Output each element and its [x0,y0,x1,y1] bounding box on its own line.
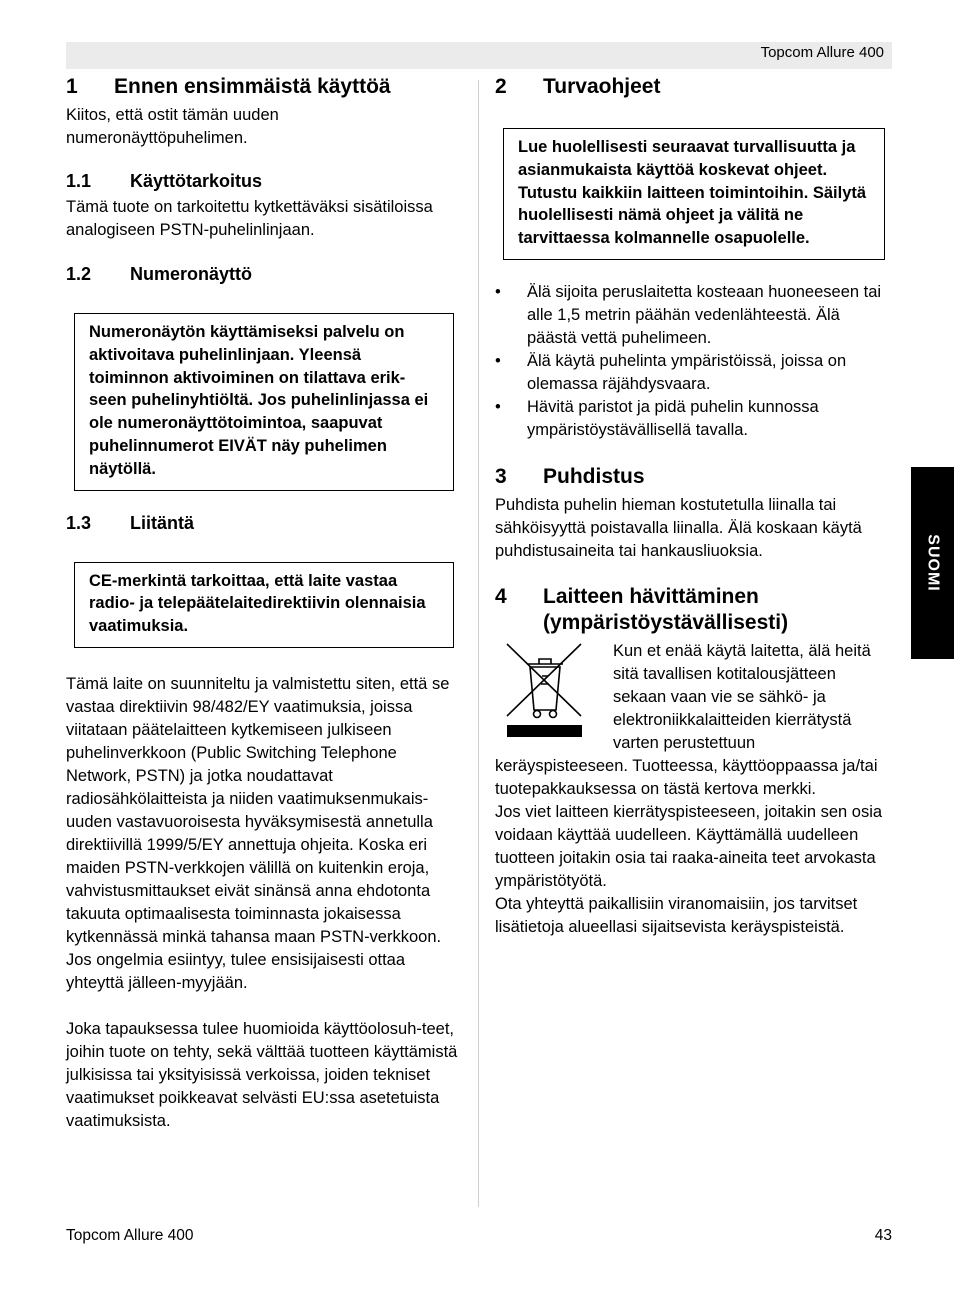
section-1-3-paragraph-1: Tämä laite on suunniteltu ja valmistettu siten, että se vastaa direktiivin 98/482/EY vaatimuksia, joissa viitataan päätelaitteen kytkemiseen julkiseen puhelinverkkoon (Public Switching Telephone Network, PSTN) ja jotka noudattavat radiosähkölaitteista ja niiden vaatimuksenmukais-uuden vastavuoroisesta hyväksymisestä annetulla direktiivillä 1999/5/EY annettuja ohjeita. Koska eri maiden PSTN-verkkojen välillä on kuitenkin eroja, vahvistusmittaukset eivät sinänsä anna ehdotonta takuuta optimaalisesta toiminnasta jokaisessa kytkennässä minkä tahansa maan PSTN-verkkoon. Jos ongelmia esiintyy, tulee ensisijaisesti ottaa yhteyttä jälleen-myyjään. [66,674,450,992]
section-number: 4 [495,584,507,608]
section-title: Puhdistus [543,464,645,488]
safety-list [495,281,892,442]
section-number: 1.3 [66,512,92,533]
section-3-text: Puhdista puhelin hieman kostutetulla liinalla tai sähköisyyttä poistavalla liinalla. Älä koskaan käytä puhdistusaineita tai hankausliuoksia. [495,495,862,560]
section-2-heading [495,74,892,100]
page-number: 43 [874,1227,892,1244]
section-4-text-3: Ota yhteyttä paikallisiin viranomaisiin, jos tarvitset lisätietoja alueellasi sijaitsevista keräyspisteistä. [495,894,858,936]
section-1-text: Kiitos, että ostit tämän uuden numeronäyttöpuhelimen. [66,106,279,147]
section-title: Turvaohjeet [543,75,661,98]
section-1-heading [66,74,464,100]
left-column [66,74,464,1133]
right-column [495,74,892,939]
section-1-2-heading [66,263,464,286]
list-item: • Älä sijoita peruslaitetta kosteaan huoneeseen tai alle 1,5 metrin päähän vedenlähteestä. Älä päästä vettä puhelimeen. [495,281,892,350]
header-bar [66,42,892,69]
section-1-1-heading [66,170,464,193]
section-1-3-paragraph-2: Joka tapauksessa tulee huomioida käyttöolosuh-teet, joihin tuote on tehty, sekä välttää tuotteen käyttämistä julkisissa tai yksityisissä verkoissa, joiden tekniset vaatimukset poikkeavat selvästi EU:ssa asetetuista vaatimuksista. [66,1019,458,1130]
section-4-text-1: Kun et enää käytä laitetta, älä heitä sitä tavallisen kotitalousjätteen sekaan vaan vie se sähkö- ja elektroniikkalaitteiden kierrätystä varten perustettuun keräyspisteeseen. Tuotteessa, käyttöoppaassa ja/tai tuotepakkauksessa on tästä kertova merkki. [495,641,878,798]
footer-title: Topcom Allure 400 [66,1227,194,1244]
language-side-tab [911,467,954,659]
ce-note-box: CE-merkintä tarkoittaa, että laite vastaa radio- ja telepäätelaitedirektiivin olennaisia vaatimuksia. [74,562,454,648]
section-title: Ennen ensimmäistä käyttöä [114,75,391,98]
list-item: • Älä käytä puhelinta ympäristöissä, joissa on olemassa räjähdysvaara. [495,350,892,396]
section-title: Liitäntä [130,512,195,533]
safety-note-box: Lue huolellisesti seuraavat turvallisuutta ja asianmukaista käyttöä koskevat ohjeet. Tutustu kaikkiin laitteen toimintoihin. Säilytä huolellisesti nämä ohjeet ja välitä ne tarvittaessa kolmannelle osapuolelle. [503,128,885,260]
section-4-heading [495,584,892,636]
weee-crossed-bin-icon [505,640,585,745]
section-4-text-2: Jos viet laitteen kierrätyspisteeseen, joitakin sen osia voidaan käyttää uudelleen. Käyttämällä uudelleen tuotteen joitakin osia tai raaka-aineita teet arvokasta ympäristötyötä. [495,802,883,890]
section-number: 1.2 [66,264,92,284]
section-number: 3 [495,464,507,488]
section-number: 1.1 [66,171,92,191]
disposal-content [495,640,892,939]
list-item: • Hävitä paristot ja pidä puhelin kunnossa ympäristöystävällisellä tavalla. [495,396,892,442]
section-1-3-heading [66,512,464,535]
section-1-1-text: Tämä tuote on tarkoitettu kytkettäväksi sisätiloissa analogiseen PSTN-puhelinlinjaan. [66,198,433,239]
language-label: SUOMI [924,534,941,592]
section-title: Käyttötarkoitus [130,171,263,191]
caller-id-note-box: Numeronäytön käyttämiseksi palvelu on aktivoitava puhelinlinjaan. Yleensä toiminnon aktivoiminen on tilattava erik-seen puhelinyhtiöltä. Jos puhelinlinjassa ei ole numeronäyttötoimintoa, saapuvat puhelinnumerot EIVÄT näy puhelimen näytöllä. [74,313,454,491]
section-number: 1 [66,75,78,98]
header-title: Topcom Allure 400 [760,44,884,61]
section-3-heading [495,464,892,490]
section-number: 2 [495,75,507,98]
column-divider [478,80,479,1207]
section-title: Numeronäyttö [130,264,253,284]
section-title: Laitteen hävittäminen (ympäristöystävällisesti) [543,584,789,634]
